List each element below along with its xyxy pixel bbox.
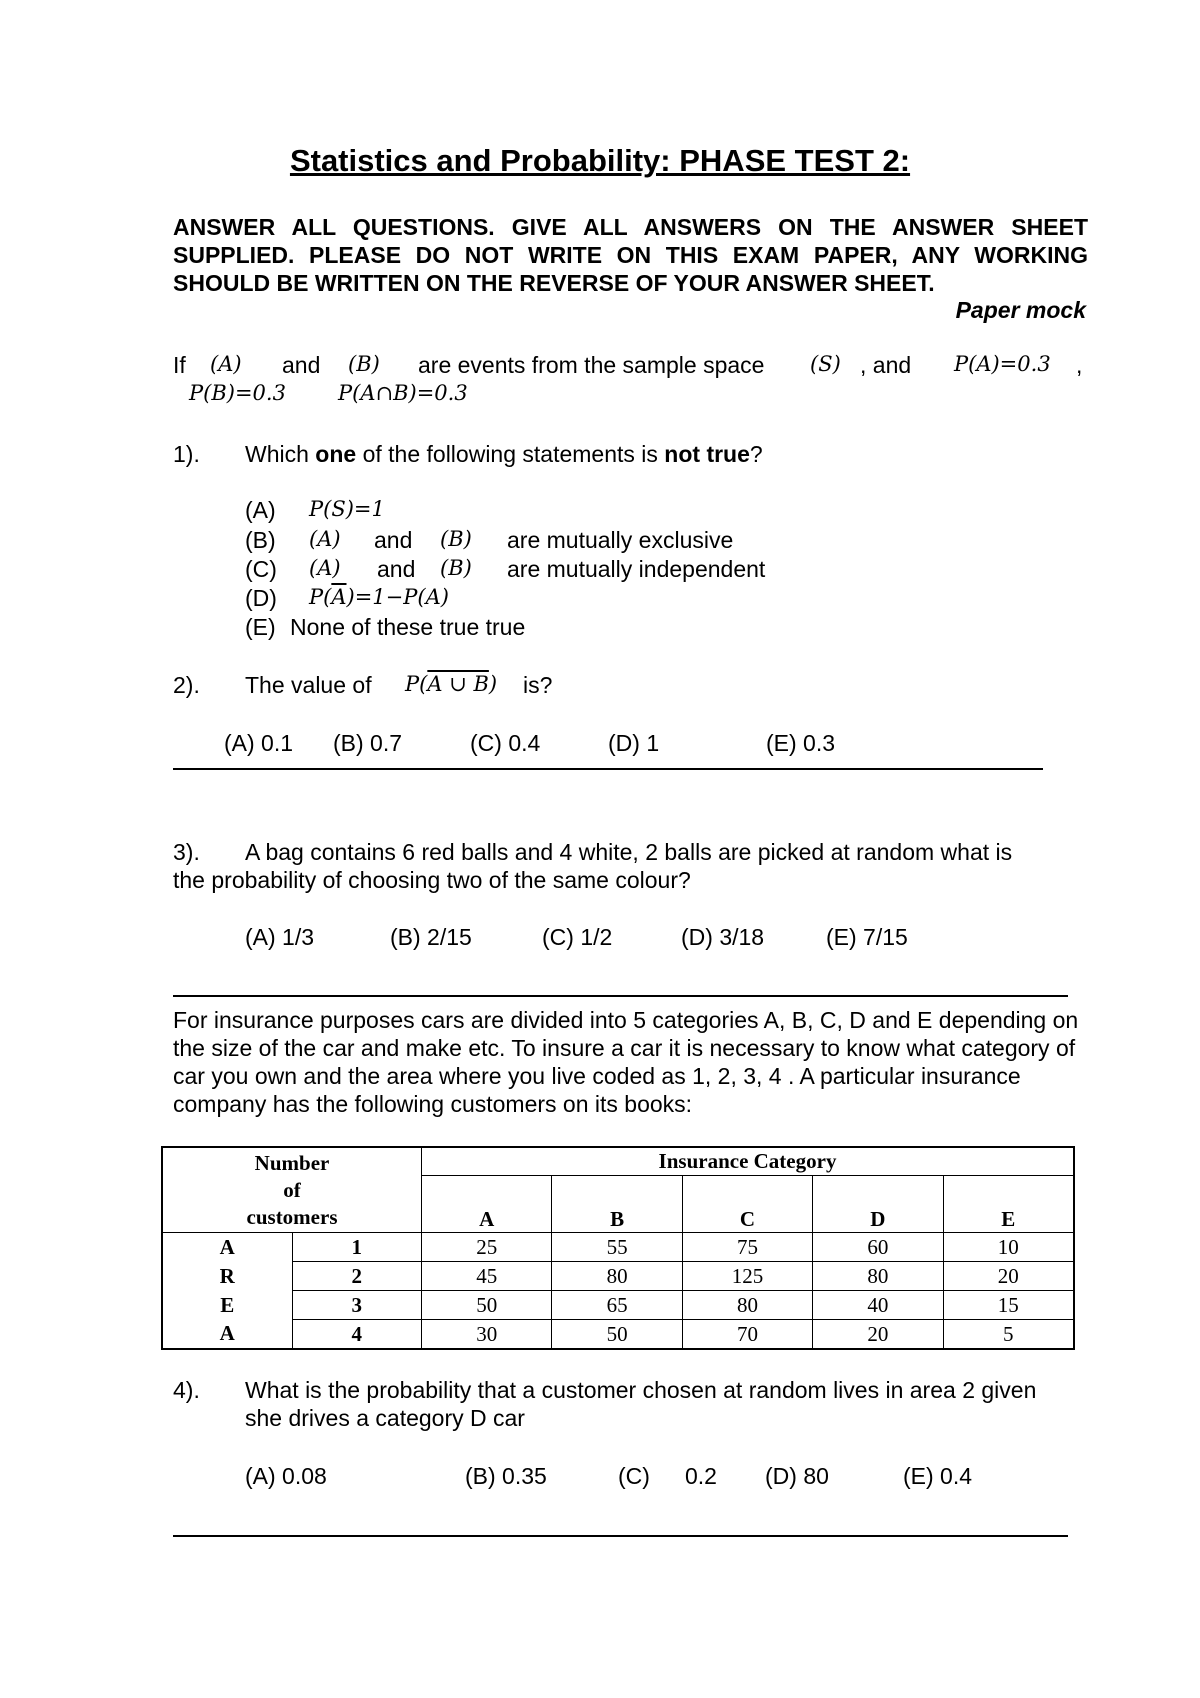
- question-text: Which one of the following statements is not true?: [245, 441, 763, 467]
- option: (E) 0.4: [903, 1463, 973, 1489]
- question-number: 2).: [173, 672, 200, 698]
- option: (D) 3/18: [681, 924, 765, 950]
- question-number: 1).: [173, 441, 200, 467]
- option-label: (C): [245, 556, 277, 582]
- option: (C) 0.4: [470, 730, 541, 756]
- divider: [173, 768, 1043, 770]
- option: (E) 0.3: [766, 730, 836, 756]
- option: (B) 0.35: [465, 1463, 547, 1489]
- table-cell: 65: [552, 1291, 682, 1320]
- table-cell: 80: [813, 1262, 943, 1291]
- question-text-end: is?: [523, 672, 553, 698]
- table-cell: 15: [943, 1291, 1074, 1320]
- option-and: and: [374, 527, 413, 553]
- option: (C) 1/2: [542, 924, 613, 950]
- option: (B) 0.7: [333, 730, 403, 756]
- table-row: [162, 1233, 1074, 1262]
- table-row: [162, 1320, 1074, 1350]
- table-cell: 75: [682, 1233, 812, 1262]
- preamble-and2: , and: [860, 352, 912, 378]
- category-header: Insurance Category: [422, 1147, 1074, 1176]
- sample-space: (S): [810, 352, 841, 376]
- table-cell: 20: [943, 1262, 1074, 1291]
- table-cell: 70: [682, 1320, 812, 1350]
- divider: [173, 995, 1068, 997]
- question-text-line1: What is the probability that a customer chosen at random lives in area 2 given: [245, 1377, 1037, 1403]
- union-expression: P(A ∪ B): [405, 672, 498, 696]
- prob-a: P(A)=0.3: [954, 352, 1051, 376]
- insurance-paragraph: For insurance purposes cars are divided into 5 categories A, B, C, D and E depending on the size of the car and make etc. To insure a car it is necessary to know what category of car you own and the area where you live coded as 1, 2, 3, 4 . A particular insurance company has the following customers on its books:: [173, 1007, 1079, 1117]
- category-b: B: [552, 1176, 682, 1233]
- preamble-if: If: [173, 352, 186, 378]
- table-cell: 40: [813, 1291, 943, 1320]
- table-cell: 50: [422, 1291, 552, 1320]
- table-corner-header: Number of customers: [162, 1147, 422, 1233]
- category-e: E: [943, 1176, 1074, 1233]
- question-text-line2: the probability of choosing two of the same colour?: [173, 867, 691, 893]
- option: 0.2: [685, 1463, 717, 1489]
- preamble-comma: ,: [1076, 352, 1083, 378]
- option-a-math: P(S)=1: [309, 497, 385, 521]
- option-label: (E): [245, 614, 276, 640]
- event-a: (A): [210, 352, 242, 376]
- event-a: (A): [309, 527, 341, 551]
- preamble-and: and: [282, 352, 321, 378]
- table-cell: 80: [552, 1262, 682, 1291]
- table-cell: 60: [813, 1233, 943, 1262]
- question-text: The value of: [245, 672, 372, 698]
- option: (B) 2/15: [390, 924, 472, 950]
- area-code: 2: [292, 1262, 422, 1291]
- table-cell: 55: [552, 1233, 682, 1262]
- customer-table: [161, 1146, 1075, 1350]
- table-cell: 30: [422, 1320, 552, 1350]
- option: (A) 0.1: [224, 730, 294, 756]
- option-text: are mutually exclusive: [507, 527, 734, 553]
- event-b: (B): [348, 352, 380, 376]
- page-title: Statistics and Probability: PHASE TEST 2:: [289, 143, 911, 178]
- option-and: and: [377, 556, 416, 582]
- option-label: (D): [245, 585, 277, 611]
- divider: [173, 1535, 1068, 1537]
- event-b: (B): [440, 527, 472, 551]
- table-cell: 80: [682, 1291, 812, 1320]
- area-letter: R: [162, 1262, 292, 1291]
- option: (D) 80: [765, 1463, 829, 1489]
- area-letter: E: [162, 1291, 292, 1320]
- category-c: C: [682, 1176, 812, 1233]
- table-row: [162, 1291, 1074, 1320]
- table-cell: 125: [682, 1262, 812, 1291]
- option: (D) 1: [608, 730, 660, 756]
- category-a: A: [422, 1176, 552, 1233]
- option: (A) 0.08: [245, 1463, 327, 1489]
- option-d-math: $P(\overline{A})=1-P(A)$: [309, 585, 449, 609]
- exam-instructions: ANSWER ALL QUESTIONS. GIVE ALL ANSWERS ON THE ANSWER SHEET SUPPLIED. PLEASE DO NOT WRITE ON THIS EXAM PAPER, ANY WORKING SHOULD BE WRITTEN ON THE REVERSE OF YOUR ANSWER SHEET.: [173, 214, 1088, 296]
- table-cell: 45: [422, 1262, 552, 1291]
- option-text: are mutually independent: [507, 556, 766, 582]
- paper-label: Paper mock: [955, 297, 1086, 323]
- prob-a-and-b: P(A∩B)=0.3: [338, 381, 468, 405]
- preamble-text: are events from the sample space: [418, 352, 765, 378]
- table-cell: 20: [813, 1320, 943, 1350]
- area-letter: A: [162, 1233, 292, 1262]
- event-a: (A): [309, 556, 341, 580]
- table-cell: 25: [422, 1233, 552, 1262]
- option: (C): [618, 1463, 650, 1489]
- question-text-line1: A bag contains 6 red balls and 4 white, 2 balls are picked at random what is: [245, 839, 1013, 865]
- table-row: [162, 1262, 1074, 1291]
- area-letter: A: [162, 1320, 292, 1350]
- option-label: (B): [245, 527, 276, 553]
- option-label: (A): [245, 497, 276, 523]
- table-cell: 10: [943, 1233, 1074, 1262]
- table-cell: 5: [943, 1320, 1074, 1350]
- question-text-line2: she drives a category D car: [245, 1405, 525, 1431]
- question-number: 4).: [173, 1377, 200, 1403]
- area-code: 1: [292, 1233, 422, 1262]
- option: (E) 7/15: [826, 924, 908, 950]
- prob-b: P(B)=0.3: [189, 381, 286, 405]
- event-b: (B): [440, 556, 472, 580]
- area-code: 4: [292, 1320, 422, 1350]
- table-cell: 50: [552, 1320, 682, 1350]
- area-code: 3: [292, 1291, 422, 1320]
- question-number: 3).: [173, 839, 200, 865]
- option-text: None of these true true: [290, 614, 526, 640]
- category-d: D: [813, 1176, 943, 1233]
- option: (A) 1/3: [245, 924, 315, 950]
